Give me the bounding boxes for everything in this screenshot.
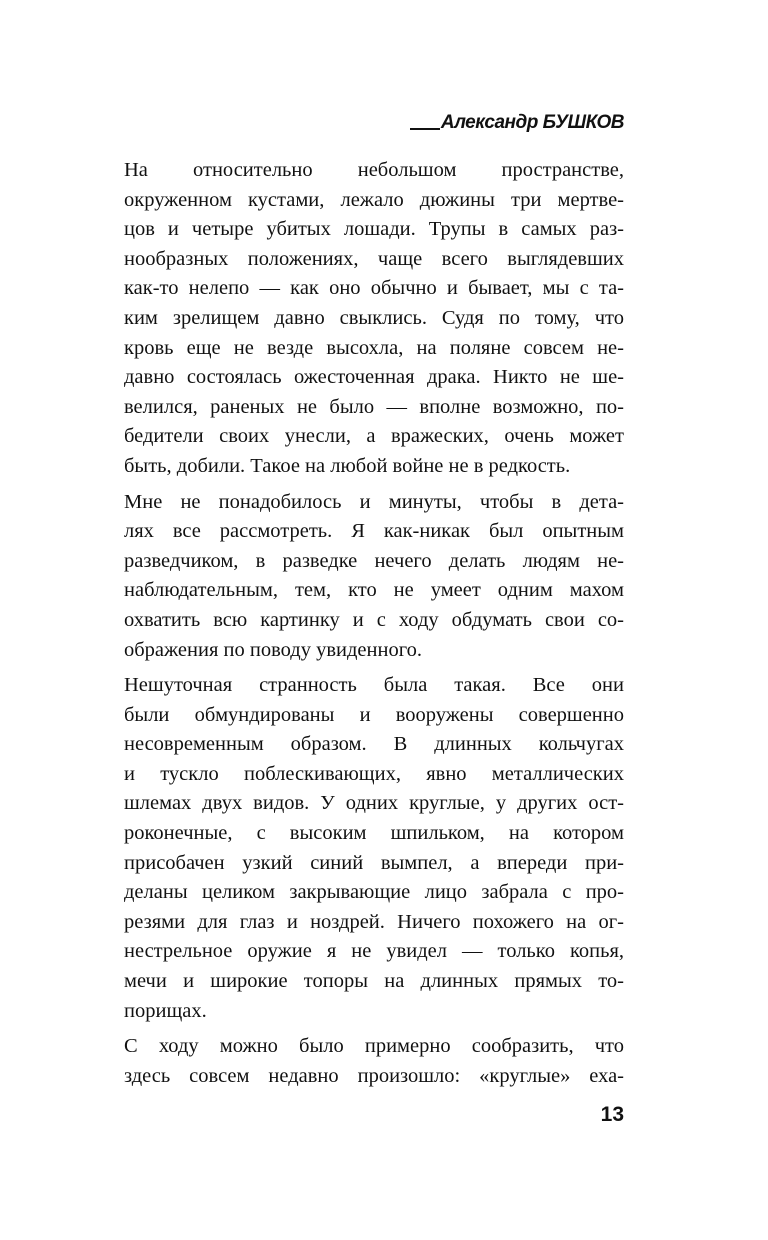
paragraph (124, 1032, 624, 1091)
paragraph (124, 156, 624, 482)
text-line: велился, раненых не было — вполне возможно, по- (124, 395, 624, 418)
paragraph (124, 488, 624, 666)
text-line: деланы целиком закрывающие лицо забрала с про- (124, 881, 624, 904)
paragraph (124, 671, 624, 1026)
text-line: цов и четыре убитых лошади. Трупы в самых раз- (124, 218, 624, 241)
text-line: Нешуточная странность была такая. Все они (124, 674, 624, 697)
page-number: 13 (600, 1103, 624, 1126)
text-line: здесь совсем недавно произошло: «круглые» еха- (124, 1064, 624, 1087)
text-line: разведчиком, в разведке нечего делать людям не- (124, 549, 624, 572)
text-line: быть, добили. Такое на любой войне не в редкость. (124, 454, 571, 477)
header-author: Александр БУШКОВ (440, 112, 624, 133)
text-line: резями для глаз и ноздрей. Ничего похожего на ог- (124, 910, 624, 933)
text-line: кровь еще не везде высохла, на поляне совсем не- (124, 336, 624, 359)
text-line: охватить всю картинку и с ходу обдумать свои со- (124, 608, 624, 631)
text-line: На относительно небольшом пространстве, (124, 159, 624, 181)
header-rule (410, 128, 440, 130)
text-line: лях все рассмотреть. Я как-никак был опытным (124, 520, 624, 543)
body-text (124, 156, 624, 1097)
text-line: присобачен узкий синий вымпел, а впереди при- (124, 851, 624, 874)
text-line: Мне не понадобилось и минуты, чтобы в дета- (124, 490, 624, 513)
text-line: ким зрелищем давно свыклись. Судя по тому, что (124, 306, 624, 329)
running-header (372, 108, 624, 134)
text-line: окруженном кустами, лежало дюжины три мертве- (124, 188, 624, 211)
text-line: и тускло поблескивающих, явно металлических (124, 762, 624, 785)
text-line: были обмундированы и вооружены совершенно (124, 703, 624, 726)
text-line: мечи и широкие топоры на длинных прямых то- (124, 970, 624, 993)
text-line: ображения по поводу увиденного. (124, 638, 422, 661)
text-line: наблюдательным, тем, кто не умеет одним махом (124, 579, 624, 602)
text-line: несовременным образом. В длинных кольчугах (124, 733, 624, 756)
text-line: роконечные, с высоким шпильком, на котором (124, 822, 624, 845)
text-line: порищах. (124, 999, 207, 1022)
text-line: нестрельное оружие я не увидел — только копья, (124, 940, 624, 963)
text-line: бедители своих унесли, а вражеских, очень может (124, 425, 624, 448)
text-line: шлемах двух видов. У одних круглые, у других ост- (124, 792, 624, 815)
text-line: нообразных положениях, чаще всего выглядевших (124, 247, 624, 270)
text-line: С ходу можно было примерно сообразить, что (124, 1035, 624, 1058)
text-line: давно состоялась ожесточенная драка. Никто не ше- (124, 366, 624, 389)
text-line: как-то нелепо — как оно обычно и бывает, мы с та- (124, 277, 624, 300)
